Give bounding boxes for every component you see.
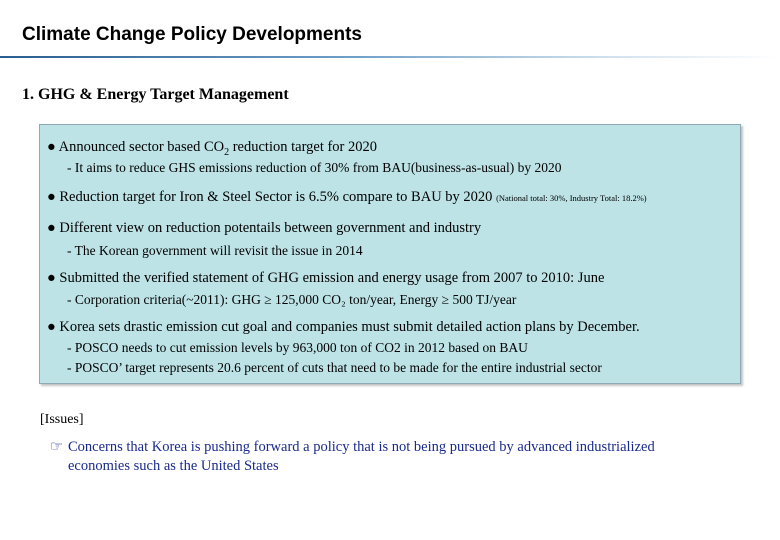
sub-item: - The Korean government will revisit the issue in 2014 <box>67 243 363 258</box>
bullet-icon: ● <box>47 139 56 155</box>
footnote: (National total: 30%, Industry Total: 18.2%) <box>496 193 647 203</box>
concern-line-2: economies such as the United States <box>68 458 279 474</box>
bullet-item: ● Korea sets drastic emission cut goal and companies must submit detailed action plans by December. <box>47 319 640 335</box>
issue-concern <box>50 438 730 476</box>
concern-line-1: Concerns that Korea is pushing forward a policy that is not being pursued by advanced industrialized <box>68 439 655 455</box>
section-heading: 1. GHG & Energy Target Management <box>22 86 289 103</box>
page-title: Climate Change Policy Developments <box>22 24 362 45</box>
bullet-icon: ● <box>47 319 56 335</box>
content-box <box>39 124 741 384</box>
bullet-item: ● Submitted the verified statement of GHG emission and energy usage from 2007 to 2010: June <box>47 270 605 286</box>
bullet-item: ● Reduction target for Iron & Steel Sector is 6.5% compare to BAU by 2020 (National total: 30%, Industry Total: 18.2%) <box>47 189 647 205</box>
bullet-item: ● Announced sector based $CO_2$ reduction target for 2020 <box>47 139 378 158</box>
bullet-icon: ● <box>47 220 56 236</box>
sub-item: - POSCO’ target represents 20.6 percent of cuts that need to be made for the entire industrial sector <box>67 360 602 375</box>
pointing-hand-icon: ☞ <box>50 439 63 455</box>
sub-item: - Corporation criteria(~2011): GHG ≥ 125,000 CO₂ ton/year, Energy ≥ 500 TJ/year <box>67 292 517 307</box>
title-divider <box>0 56 780 58</box>
issues-label: [Issues] <box>40 412 84 427</box>
bullet-icon: ● <box>47 270 56 286</box>
bullet-item: ● Different view on reduction potentails between government and industry <box>47 220 482 236</box>
bullet-icon: ● <box>47 189 56 205</box>
sub-item: - POSCO needs to cut emission levels by 963,000 ton of CO2 in 2012 based on BAU <box>67 340 528 355</box>
sub-item: - It aims to reduce GHS emissions reduction of 30% from BAU(business-as-usual) by 2020 <box>67 160 562 175</box>
